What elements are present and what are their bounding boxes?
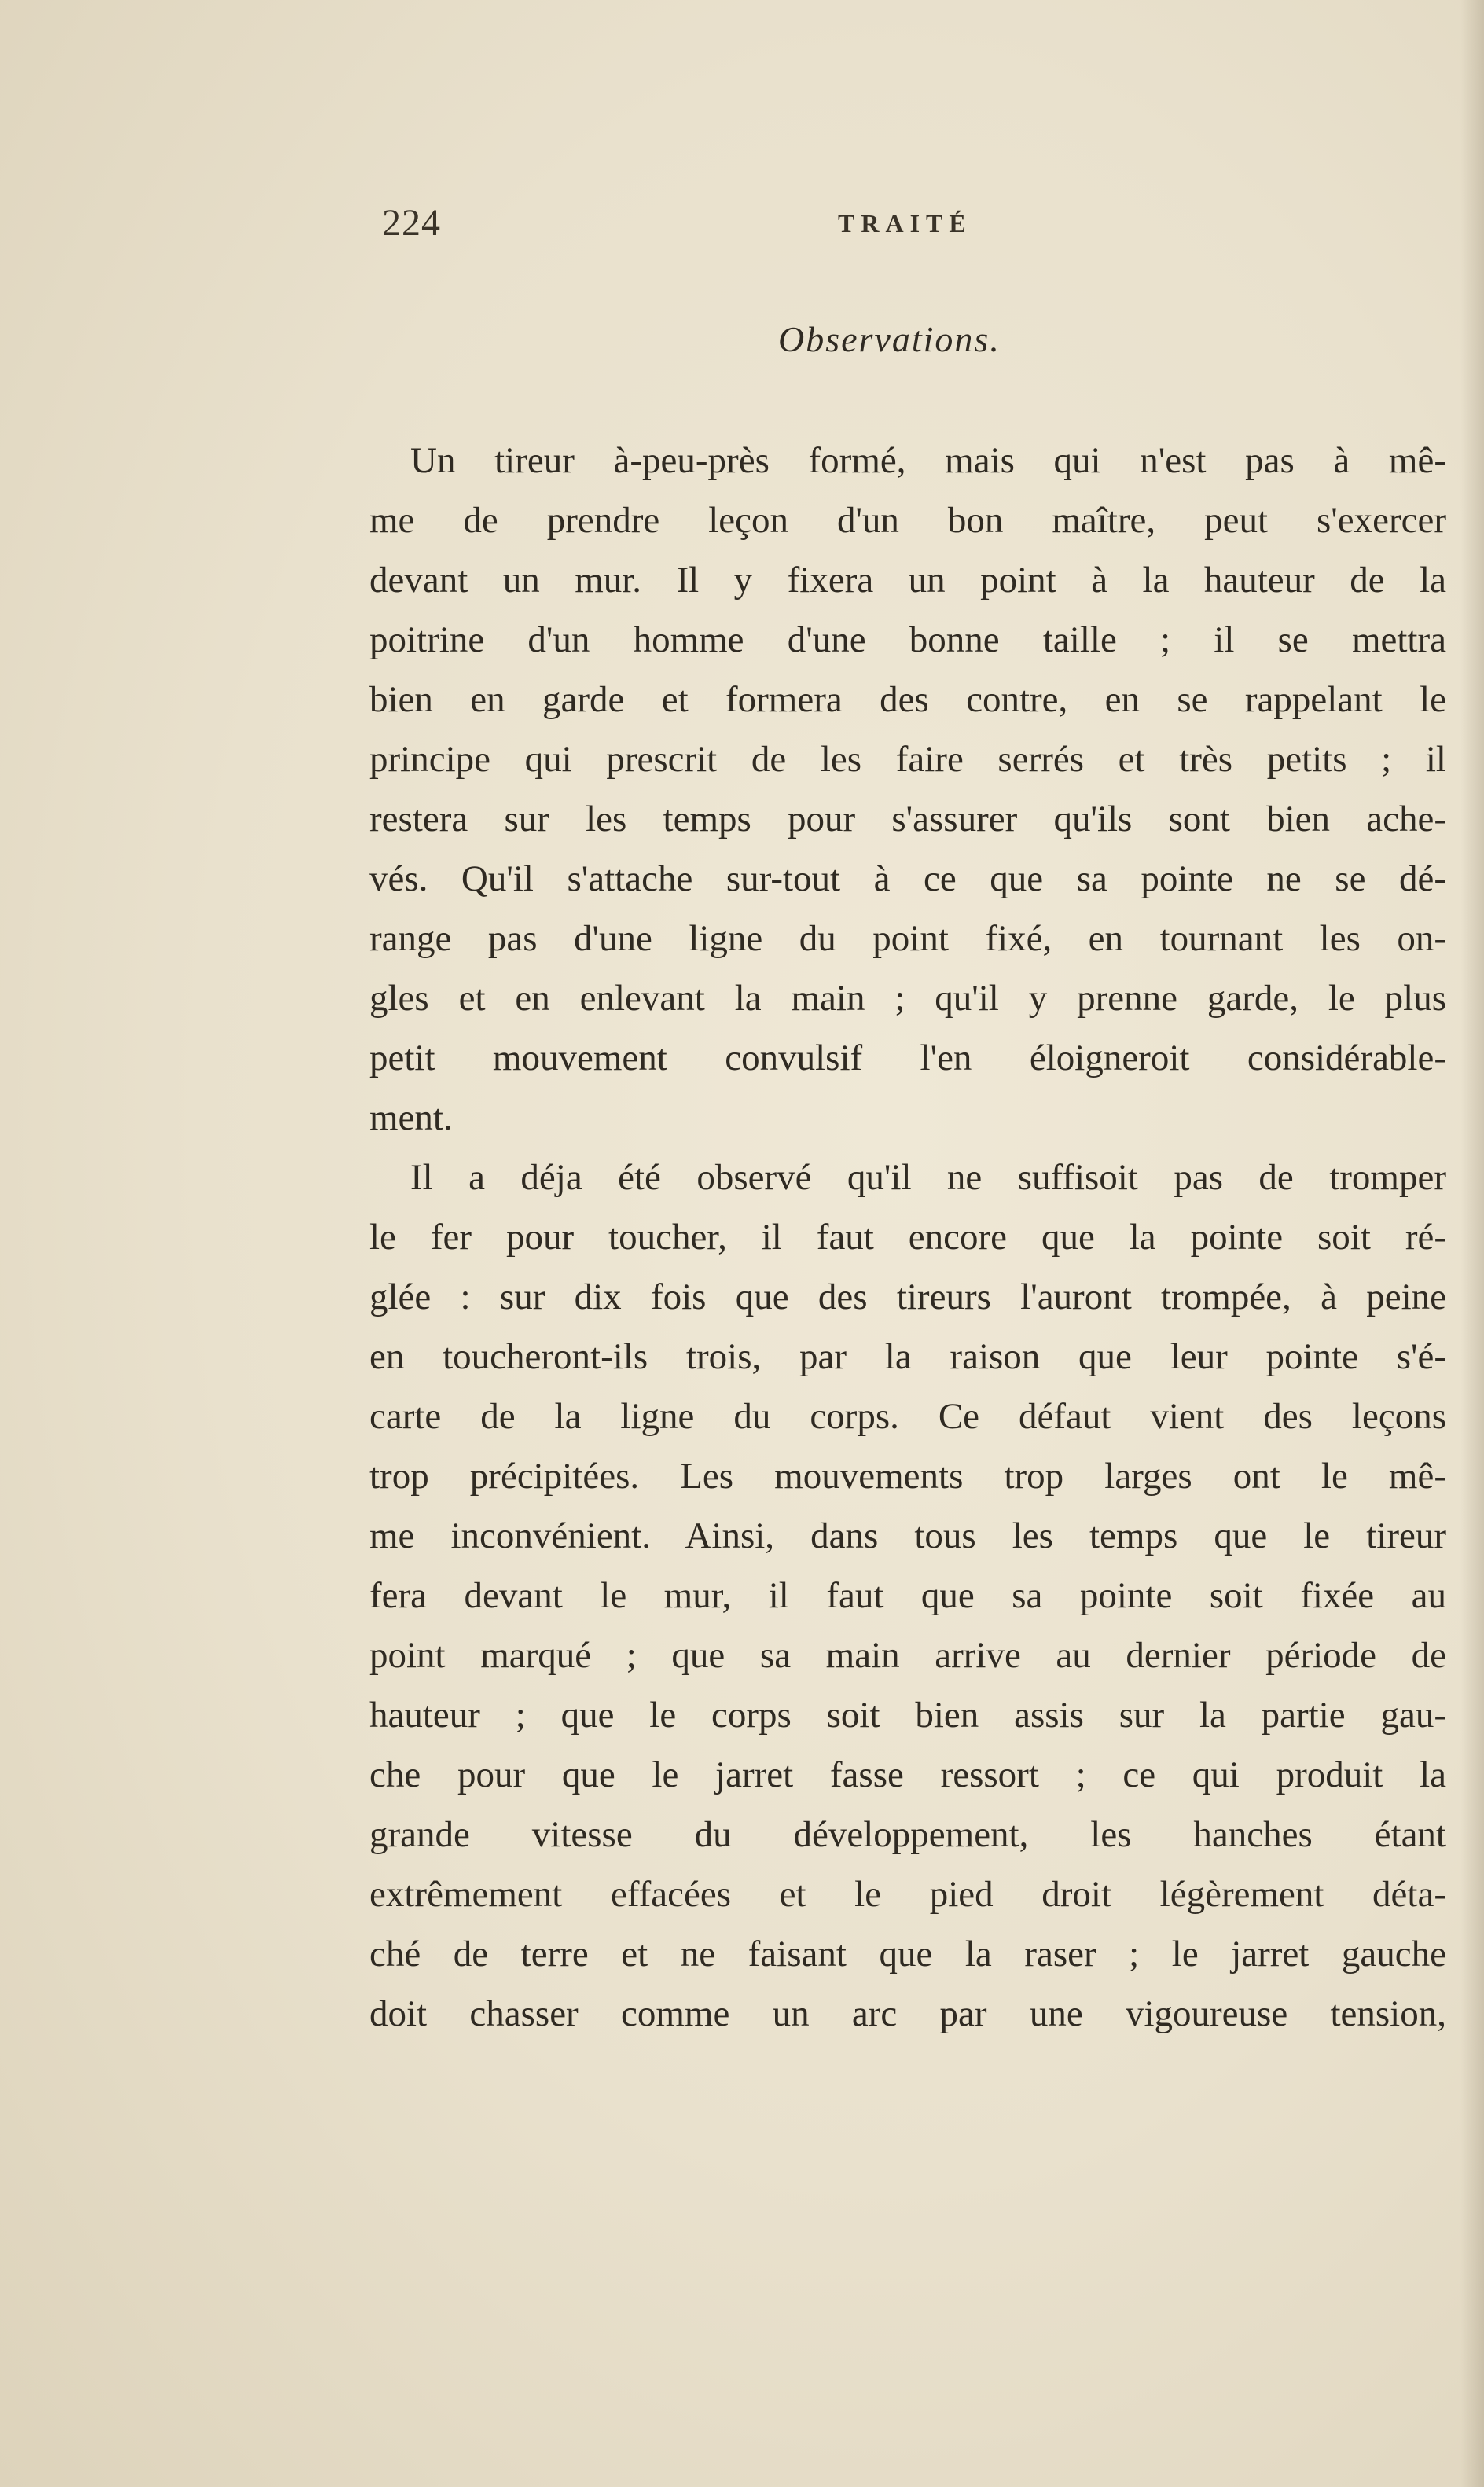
text-line: ment. [369, 1097, 453, 1138]
text-line: principe qui prescrit de les faire serrés et très petits ; il [369, 739, 1446, 780]
text-line: Il a déja été observé qu'il ne suffisoit pas de tromper [410, 1157, 1446, 1198]
text-line: petit mouvement convulsif l'en éloigneroit considérable- [369, 1038, 1446, 1078]
page-header [382, 201, 1482, 248]
text-line: glée : sur dix fois que des tireurs l'auront trompée, à peine [369, 1277, 1446, 1317]
running-head: TRAITÉ [838, 209, 972, 237]
text-line: restera sur les temps pour s'assurer qu'ils sont bien ache- [369, 799, 1446, 839]
text-line: fera devant le mur, il faut que sa pointe soit fixée au [369, 1575, 1446, 1616]
text-line: trop précipitées. Les mouvements trop larges ont le mê- [369, 1456, 1446, 1497]
text-line: range pas d'une ligne du point fixé, en tournant les on- [369, 918, 1446, 959]
text-line: me inconvénient. Ainsi, dans tous les temps que le tireur [369, 1515, 1446, 1556]
text-line: carte de la ligne du corps. Ce défaut vient des leçons [369, 1396, 1446, 1437]
page-edge-shadow [1460, 0, 1484, 2487]
text-line: poitrine d'un homme d'une bonne taille ; il se mettra [369, 619, 1446, 660]
text-line: vés. Qu'il s'attache sur-tout à ce que sa pointe ne se dé- [369, 858, 1446, 899]
text-line: che pour que le jarret fasse ressort ; ce qui produit la [369, 1754, 1446, 1795]
text-line: devant un mur. Il y fixera un point à la hauteur de la [369, 560, 1446, 601]
text-line: grande vitesse du développement, les hanches étant [369, 1814, 1446, 1855]
text-line: ché de terre et ne faisant que la raser ; le jarret gauche [369, 1934, 1446, 1975]
text-line: en toucheront-ils trois, par la raison que leur pointe s'é- [369, 1336, 1446, 1377]
text-line: gles et en enlevant la main ; qu'il y prenne garde, le plus [369, 978, 1446, 1019]
text-line: extrêmement effacées et le pied droit légèrement déta- [369, 1874, 1446, 1915]
page-number: 224 [382, 202, 441, 244]
text-line: Un tireur à-peu-près formé, mais qui n'est pas à mê- [410, 440, 1446, 481]
text-line: point marqué ; que sa main arrive au dernier période de [369, 1635, 1446, 1676]
text-line: doit chasser comme un arc par une vigoureuse tension, [369, 1993, 1446, 2034]
text-line: bien en garde et formera des contre, en se rappelant le [369, 679, 1446, 720]
section-title: Observations. [778, 319, 1001, 359]
text-line: me de prendre leçon d'un bon maître, peut s'exercer [369, 500, 1446, 541]
paragraph-2 [369, 1148, 1446, 2044]
text-line: hauteur ; que le corps soit bien assis sur la partie gau- [369, 1695, 1446, 1736]
paragraph-1 [369, 431, 1446, 1148]
text-line: le fer pour toucher, il faut encore que la pointe soit ré- [369, 1217, 1446, 1258]
body-text [369, 431, 1446, 2044]
